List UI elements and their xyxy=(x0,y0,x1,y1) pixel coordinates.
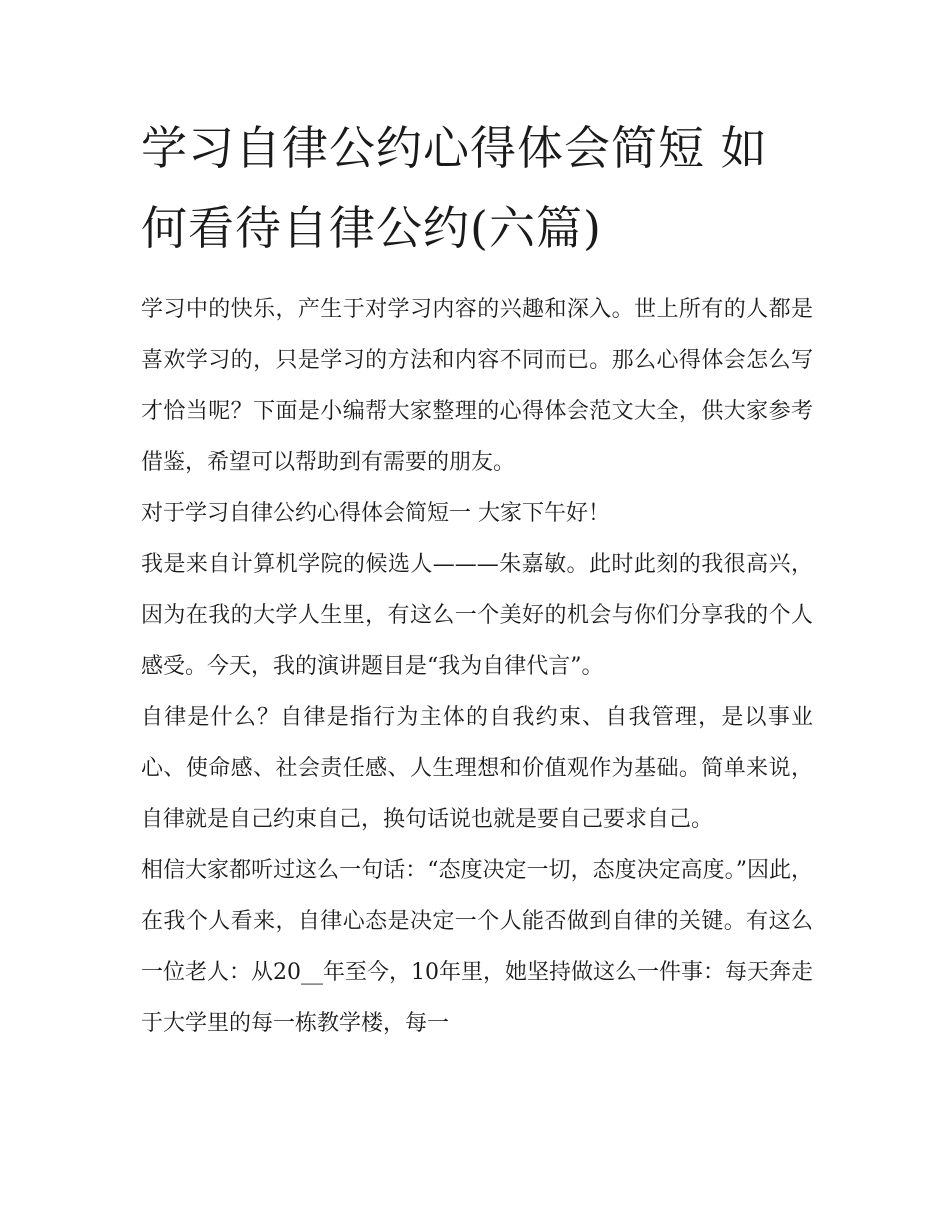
section-heading-paragraph: 对于学习自律公约心得体会简短一 大家下午好！ xyxy=(141,501,610,526)
candidate-intro-paragraph: 我是来自计算机学院的候选人———朱嘉敏。此时此刻的我很高兴，因为在我的大学人生里，有这么一个美好的机会与你们分享我的个人感受。今天，我的演讲题目是“我为自律代言”。 xyxy=(141,552,813,679)
intro-paragraph: 学习中的快乐，产生于对学习内容的兴趣和深入。世上所有的人都是喜欢学习的，只是学习的方法和内容不同而已。那么心得体会怎么写才恰当呢？下面是小编帮大家整理的心得体会范文大全，供大家参考借鉴，希望可以帮助到有需要的朋友。 xyxy=(141,297,813,475)
document-title: 学习自律公约心得体会简短 如何看待自律公约(六篇) xyxy=(141,121,768,255)
self-discipline-definition-paragraph: 自律是什么？自律是指行为主体的自我约束、自我管理，是以事业心、使命感、社会责任感、人生理想和价值观作为基础。简单来说，自律就是自己约束自己，换句话说也就是要自己要求自己。 xyxy=(141,705,813,832)
attitude-paragraph: 相信大家都听过这么一句话：“态度决定一切，态度决定高度。”因此，在我个人看来，自律心态是决定一个人能否做到自律的关键。有这么一位老人：从20__年至今，10年里，她坚持做这么一件事：每天奔走于大学里的每一栋教学楼，每一 xyxy=(141,858,813,1036)
document-page xyxy=(141,108,813,1049)
